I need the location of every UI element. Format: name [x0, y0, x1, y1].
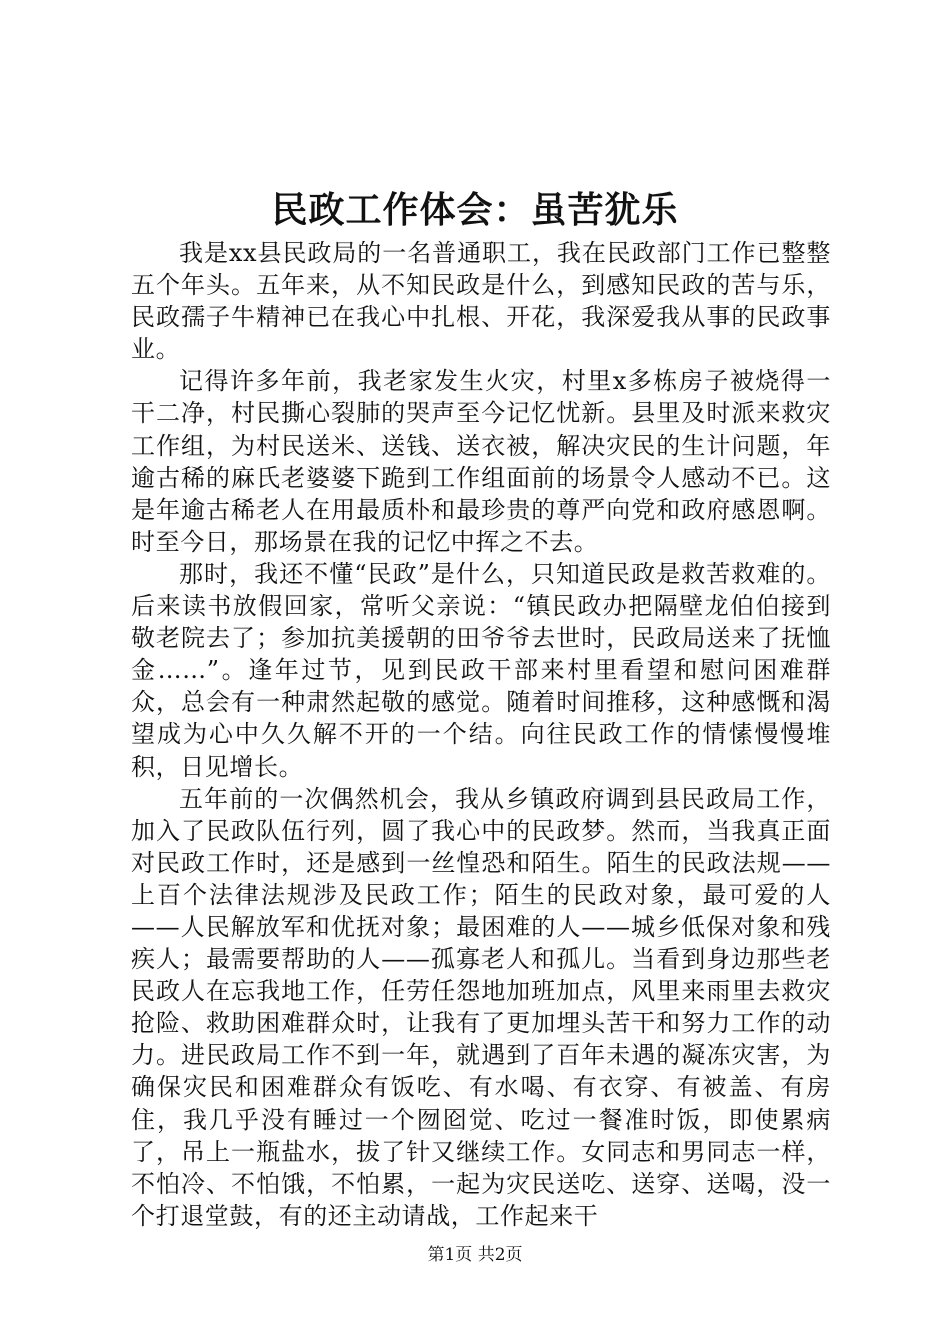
paragraph-2: 记得许多年前，我老家发生火灾，村里x多栋房子被烧得一干二净，村民撕心裂肺的哭声至今记忆忧新。县里及时派来救灾工作组，为村民送米、送钱、送衣被，解决灾民的生计问题，年逾古稀的麻氏老婆婆下跪到工作组面前的场景令人感动不已。这是年逾古稀老人在用最质朴和最珍贵的尊严向党和政府感恩啊。时至今日，那场景在我的记忆中挥之不去。 — [131, 367, 831, 556]
document-body — [131, 237, 831, 1232]
page-number-footer: 第1页 共2页 — [427, 1245, 523, 1265]
document-title: 民政工作体会：虽苦犹乐 — [271, 189, 679, 231]
paragraph-3: 那时，我还不懂“民政”是什么，只知道民政是救苦救难的。后来读书放假回家，常听父亲说：“镇民政办把隔壁龙伯伯接到敬老院去了；参加抗美援朝的田爷爷去世时，民政局送来了抚恤金……”。逢年过节，见到民政干部来村里看望和慰问困难群众，总会有一种肃然起敬的感觉。随着时间推移，这种感慨和渴望成为心中久久解不开的一个结。向往民政工作的情愫慢慢堆积，日见增长。 — [131, 559, 831, 781]
paragraph-4: 五年前的一次偶然机会，我从乡镇政府调到县民政局工作，加入了民政队伍行列，圆了我心中的民政梦。然而，当我真正面对民政工作时，还是感到一丝惶恐和陌生。陌生的民政法规——上百个法律法规涉及民政工作；陌生的民政对象，最可爱的人——人民解放军和优抚对象；最困难的人——城乡低保对象和残疾人；最需要帮助的人——孤寡老人和孤儿。当看到身边那些老民政人在忘我地工作，任劳任怨地加班加点，风里来雨里去救灾抢险、救助困难群众时，让我有了更加埋头苦干和努力工作的动力。进民政局工作不到一年，就遇到了百年未遇的凝冻灾害，为确保灾民和困难群众有饭吃、有水喝、有衣穿、有被盖、有房住，我几乎没有睡过一个囫囵觉、吃过一餐准时饭，即使累病了，吊上一瓶盐水，拔了针又继续工作。女同志和男同志一样，不怕冷、不怕饿，不怕累，一起为灾民送吃、送穿、送喝，没一个打退堂鼓，有的还主动请战，工作起来干 — [131, 784, 831, 1230]
paragraph-1: 我是xx县民政局的一名普通职工，我在民政部门工作已整整五个年头。五年来，从不知民政是什么，到感知民政的苦与乐，民政孺子牛精神已在我心中扎根、开花，我深爱我从事的民政事业。 — [131, 239, 831, 364]
